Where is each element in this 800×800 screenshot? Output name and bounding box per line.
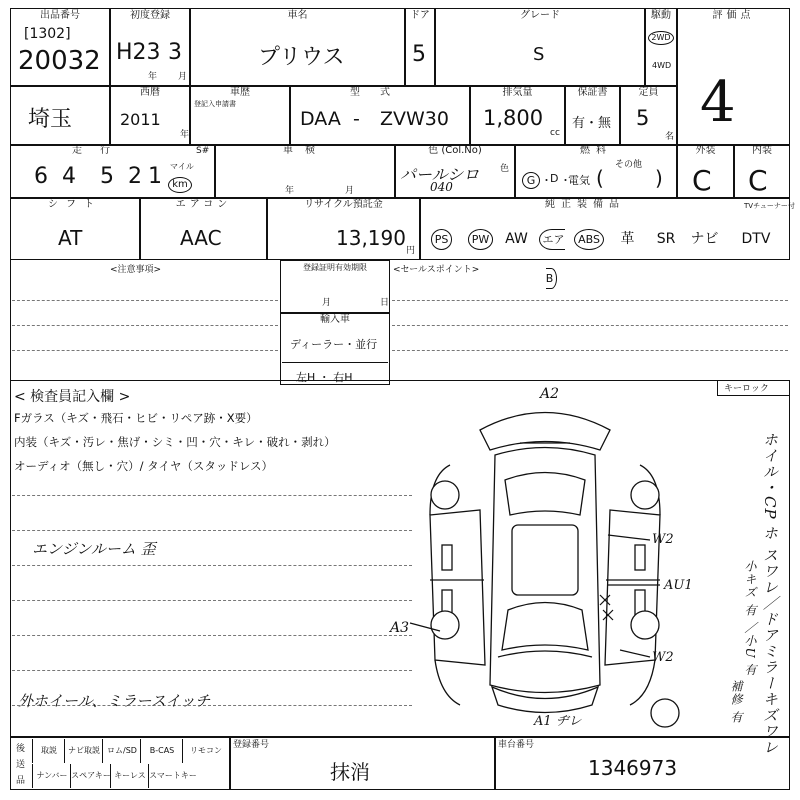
fuel-other-label: その他	[615, 160, 643, 170]
registration-era: H23	[116, 40, 161, 65]
shift-label: シフト	[48, 199, 102, 210]
score-value: 4	[700, 70, 736, 135]
equipment-item-2	[461, 220, 500, 258]
bottom-item: ロム/SD	[102, 739, 141, 763]
fuel-diesel: D	[550, 172, 559, 185]
side-note-col2: 小キズ 有 ／小U 有	[743, 560, 757, 677]
capacity-value: 5	[636, 106, 650, 130]
registration-month-unit: 月	[178, 72, 188, 82]
bottom-item: B-CAS	[140, 739, 183, 763]
bottom-item: ナンバー	[32, 764, 71, 788]
recycle-value: 13,190	[336, 226, 406, 250]
bottom-item: ナビ取説	[64, 739, 103, 763]
sales-points-label: <セールスポイント>	[393, 265, 480, 275]
equipment-item-3	[500, 220, 533, 258]
inspector-line-2: 内装（キズ・汚レ・焦げ・シミ・凹・穴・キレ・破れ・剥れ）	[14, 435, 336, 449]
bottom-side-label-2: 送	[16, 760, 26, 770]
aircon-value: AAC	[180, 226, 222, 250]
sales-line-2	[392, 325, 788, 326]
equipment-item-label: AW	[505, 231, 528, 247]
import-steering: 左H ・ 右H	[296, 371, 353, 384]
import-label: 輸入車	[320, 314, 350, 325]
equipment-label: 純正装備品	[545, 199, 625, 210]
mileage-digit-2: 4	[62, 164, 76, 189]
lot-label: 出品番号	[40, 10, 80, 21]
drive-label: 駆動	[651, 10, 671, 21]
inspector-line	[12, 530, 412, 531]
model-value: ZVW30	[380, 108, 449, 130]
doors-label: ドア	[410, 10, 430, 21]
western-year-value: 2011	[120, 110, 161, 129]
equipment-item-5	[570, 220, 608, 258]
capacity-label: 定員	[638, 87, 659, 98]
diagram-w2-bottom: W2	[652, 650, 674, 665]
fuel-gas: G	[522, 172, 540, 189]
notes-area	[10, 260, 280, 380]
inspection-label: 車検	[283, 145, 327, 156]
mileage-digit-3: 5	[100, 164, 114, 189]
fuel-electric: 電気	[568, 174, 590, 187]
color-value: パールシロ	[400, 165, 480, 184]
lot-number: 20032	[18, 46, 101, 76]
displacement-value: 1,800	[483, 106, 544, 130]
exterior-value: C	[692, 164, 712, 197]
drive-4wd: 4WD	[652, 61, 672, 70]
color-no: 040	[430, 180, 453, 194]
notes-line-3	[12, 350, 278, 351]
inspector-line	[12, 495, 412, 496]
interior-label: 内装	[752, 145, 772, 156]
mileage-digit-5: 1	[148, 164, 162, 189]
chassis-number-value: 1346973	[588, 756, 678, 780]
inspection-year: 年	[285, 186, 295, 196]
equipment-item-label: PS	[431, 229, 453, 250]
warranty-label: 保証書	[577, 87, 608, 98]
inspection-month: 月	[345, 186, 355, 196]
inspector-line	[12, 670, 412, 671]
side-note-col3: 補修 有	[729, 680, 743, 724]
sales-line-3	[392, 350, 788, 351]
recycle-unit: 円	[406, 246, 416, 256]
inspector-label: < 検査員記入欄 >	[14, 389, 131, 405]
mileage-digit-1: 6	[34, 164, 48, 189]
equipment-tv-label: TVチューナー付	[744, 202, 795, 210]
bottom-side-label-3: 品	[16, 776, 26, 786]
equipment-item-1	[422, 220, 461, 258]
aircon-label: エアコン	[175, 199, 232, 210]
notes-line-1	[12, 300, 278, 301]
mileage-unit-mile: マイル	[170, 162, 194, 171]
mileage-unit-km: km	[168, 177, 192, 193]
mileage-label: 走行	[72, 145, 128, 156]
key-lock-label: キーロック	[724, 384, 769, 394]
bottom-item: 取説	[32, 739, 65, 763]
registry-note: 登記入申請書	[194, 100, 236, 108]
reg-number-label: 登録番号	[233, 740, 270, 750]
diagram-w2-top: W2	[652, 532, 674, 547]
fuel-diesel-sep: ・	[541, 174, 552, 187]
interior-value: C	[748, 164, 768, 197]
inspector-handwritten-1: エンジンルーム 歪	[32, 540, 156, 558]
registration-month: 3	[168, 40, 182, 65]
notes-label: <注意事項>	[110, 265, 162, 275]
equipment-item-8	[685, 220, 724, 258]
registration-year-unit: 年	[148, 72, 158, 82]
car-name-label: 車名	[287, 10, 308, 21]
bottom-item: スマートキー	[148, 764, 197, 788]
inspector-line	[12, 565, 412, 566]
inspector-line-1: Fガラス（キズ・飛石・ヒビ・リペア跡・X要）	[14, 411, 258, 425]
equipment-item-6	[608, 220, 647, 258]
diagram-a2: A2	[540, 386, 560, 402]
equipment-item-label: SR	[656, 231, 676, 247]
exterior-label: 外装	[695, 145, 716, 156]
grade-label: グレード	[520, 10, 560, 21]
doors-value: 5	[412, 42, 426, 67]
model-dash: -	[353, 108, 360, 130]
shift-value: AT	[58, 226, 83, 250]
model-prefix: DAA	[300, 108, 341, 130]
drive-2wd: 2WD	[648, 31, 674, 45]
equipment-item-label: ABS	[574, 229, 604, 250]
fuel-electric-sep: ・	[560, 174, 571, 187]
notes-line-2	[12, 325, 278, 326]
sales-line-1	[392, 300, 788, 301]
mileage-smeter: S#	[196, 146, 210, 156]
model-label: 型式	[350, 87, 410, 98]
capacity-unit: 名	[665, 132, 675, 142]
diagram-au1: AU1	[664, 578, 693, 593]
equipment-item-9	[724, 220, 788, 258]
displacement-unit: cc	[550, 128, 560, 138]
registry-label: 車歴	[230, 87, 250, 98]
color-label: 色 (Col.No)	[428, 145, 482, 156]
grade-value: S	[533, 44, 545, 65]
lot-code: [1302]	[24, 26, 71, 42]
fuel-label: 燃料	[580, 145, 612, 156]
displacement-label: 排気量	[502, 87, 533, 98]
inspection-expiry-day: 日	[380, 298, 390, 308]
registration-label: 初度登録	[130, 10, 170, 21]
inspection-expiry-month: 月	[322, 298, 332, 308]
location-value: 埼玉	[28, 107, 73, 132]
equipment-item-label: ナビ	[690, 231, 719, 247]
inspector-line-3: オーディオ（無し・穴）/ タイヤ（スタッドレス）	[14, 459, 274, 473]
inspector-line	[12, 600, 412, 601]
western-year-unit: 年	[180, 130, 190, 140]
bottom-item: スペアキー	[70, 764, 111, 788]
bottom-item: キーレス	[110, 764, 149, 788]
equipment-item-label: DTV	[741, 231, 771, 247]
bottom-item: リモコン	[182, 739, 229, 763]
import-divider	[282, 362, 388, 363]
inspector-handwritten-2: 外ホイール、ミラースイッチ	[18, 692, 211, 710]
diagram-a1: A1 ヂレ	[534, 714, 582, 729]
equipment-item-label: PW	[468, 229, 494, 250]
import-value: ディーラー・並行	[290, 338, 378, 351]
car-name-value: プリウス	[258, 45, 345, 70]
warranty-value: 有・無	[572, 116, 612, 131]
recycle-label: リサイクル預託金	[304, 199, 383, 210]
fuel-paren-open: (	[596, 166, 604, 190]
score-label: 評価点	[712, 10, 755, 21]
reg-number-value: 抹消	[330, 760, 370, 784]
equipment-item-4	[533, 220, 570, 285]
equipment-item-7	[647, 220, 685, 258]
fuel-paren-close: )	[655, 166, 663, 190]
mileage-digit-4: 2	[128, 164, 142, 189]
western-year-label: 西暦	[140, 87, 160, 98]
diagram-a3: A3	[390, 620, 410, 636]
color-small-label: 色	[500, 164, 510, 174]
equipment-item-label: エアB	[539, 229, 565, 289]
side-note-col1: ホイル・CP ホ スワレ／ドアミラーキズワレ	[761, 432, 779, 756]
bottom-side-label-1: 後	[16, 744, 26, 754]
equipment-item-label: 革	[620, 231, 635, 247]
chassis-number-label: 車台番号	[498, 740, 535, 750]
inspection-expiry-label: 登録証明有効期限	[303, 263, 367, 272]
car-damage-diagram	[400, 395, 690, 735]
inspector-line	[12, 635, 412, 636]
